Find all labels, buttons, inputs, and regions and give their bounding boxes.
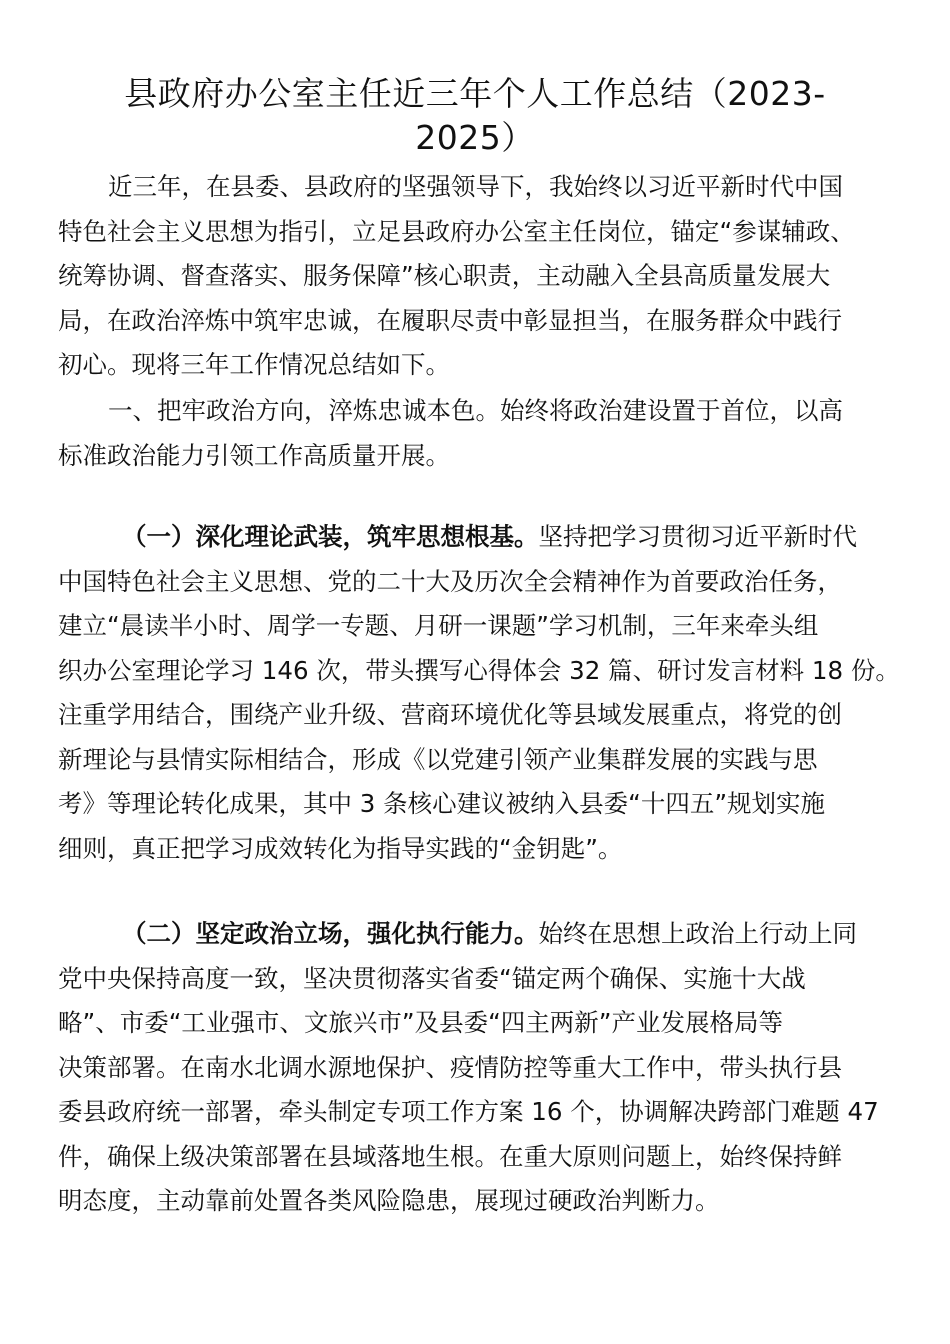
paragraph-line: 注重学用结合，围绕产业升级、营商环境优化等县域发展重点，将党的创 <box>58 700 842 729</box>
paragraph-line: 统筹协调、督查落实、服务保障”核心职责，主动融入全县高质量发展大 <box>58 261 831 290</box>
paragraph-line: 建立“晨读半小时、周学一专题、月研一课题”学习机制，三年来牵头组 <box>58 611 819 640</box>
paragraph-first-line <box>58 515 898 560</box>
document-title <box>0 72 950 160</box>
section-1-paragraph <box>58 389 898 478</box>
paragraph-line: 细则，真正把学习成效转化为指导实践的“金钥匙”。 <box>58 833 623 863</box>
paragraph-line: 件，确保上级决策部署在县域落地生根。在重大原则问题上，始终保持鲜 <box>58 1141 842 1171</box>
subsection-1-heading: （一）深化理论武装，筑牢思想根基。 <box>122 522 539 551</box>
paragraph-line: 特色社会主义思想为指引，立足县政府办公室主任岗位，锚定“参谋辅政、 <box>58 216 855 246</box>
subsection-2-heading: （二）坚定政治立场，强化执行能力。 <box>122 919 539 948</box>
paragraph-first-line <box>58 912 898 957</box>
paragraph-line: 近三年，在县委、县政府的坚强领导下，我始终以习近平新时代中国 <box>108 172 843 201</box>
paragraph-line: 略”、市委“工业强市、文旅兴市”及县委“四主两新”产业发展格局等 <box>58 1008 783 1037</box>
paragraph-line: 一、把牢政治方向，淬炼忠诚本色。始终将政治建设置于首位，以高 <box>108 396 843 425</box>
intro-paragraph <box>58 165 898 388</box>
paragraph-line: 中国特色社会主义思想、党的二十大及历次全会精神作为首要政治任务， <box>58 566 842 596</box>
paragraph-text: 坚持把学习贯彻习近平新时代 <box>538 522 857 551</box>
paragraph-line: 初心。现将三年工作情况总结如下。 <box>58 350 450 379</box>
paragraph-line: 党中央保持高度一致，坚决贯彻落实省委“锚定两个确保、实施十大战 <box>58 963 806 993</box>
paragraph-line: 标准政治能力引领工作高质量开展。 <box>58 440 450 470</box>
title-line-2: 2025） <box>415 118 535 157</box>
paragraph-line: 决策部署。在南水北调水源地保护、疫情防控等重大工作中，带头执行县 <box>58 1052 842 1082</box>
paragraph-line: 明态度，主动靠前处置各类风险隐患，展现过硬政治判断力。 <box>58 1186 720 1215</box>
paragraph-line: 考》等理论转化成果，其中 3 条核心建议被纳入县委“十四五”规划实施 <box>58 789 826 818</box>
paragraph-line: 新理论与县情实际相结合，形成《以党建引领产业集群发展的实践与思 <box>58 744 818 774</box>
subsection-2-paragraph <box>58 912 898 1224</box>
paragraph-text: 始终在思想上政治上行动上同 <box>538 919 857 948</box>
paragraph-line: 织办公室理论学习 146 次，带头撰写心得体会 32 篇、研讨发言材料 18 份。 <box>58 655 900 685</box>
subsection-1-paragraph <box>58 515 898 871</box>
paragraph-line: 委县政府统一部署，牵头制定专项工作方案 16 个，协调解决跨部门难题 47 <box>58 1097 879 1126</box>
paragraph-line: 局，在政治淬炼中筑牢忠诚，在履职尽责中彰显担当，在服务群众中践行 <box>58 305 842 335</box>
title-line-1: 县政府办公室主任近三年个人工作总结（2023- <box>124 74 826 113</box>
